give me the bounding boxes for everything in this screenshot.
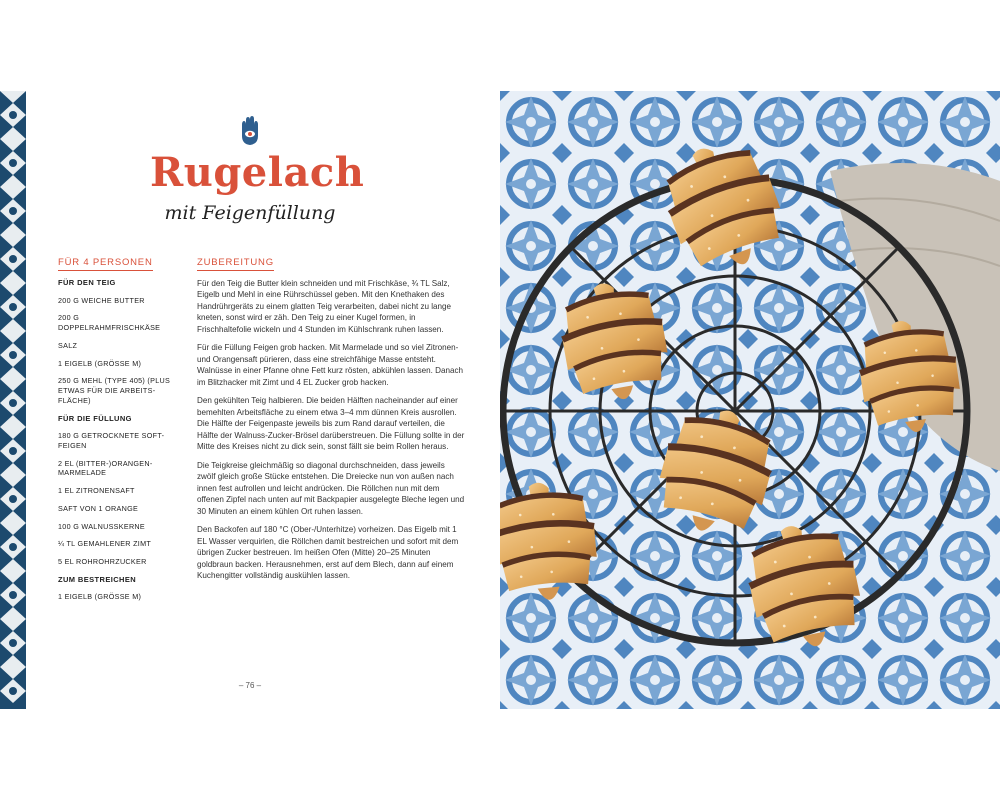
ingredient-list [58,278,178,610]
ingredient-group-label: FÜR DEN TEIG [58,278,116,287]
ingredient-item: 1 EIGELB (GRÖSSE M) [58,592,142,602]
book-spread [0,91,1000,709]
ingredient-item: 2 EL (BITTER-)ORANGEN-MARMELADE [58,458,153,478]
ingredient-item: 250 G MEHL (TYPE 405) (PLUS ETWAS FÜR DIE ARBEITS-FLÄCHE) [58,376,171,405]
ingredient-item: 1 EL ZITRONENSAFT [58,486,135,496]
ingredient-item: 100 G WALNUSSKERNE [58,521,146,531]
preparation-step: Die Teigkreise gleichmäßig so diagonal durchschneiden, dass jeweils zwölf gleich große Stücke entstehen. Die Dreiecke nun von außen nach innen fest aufrollen und leicht andrücken. Die Röllchen nun mit dem offenen Zipfel nach unten auf mit Backpapier ausgelegte Bleche legen und 30 Minuten an einem kühlen Ort ruhen lassen. [197,460,465,516]
preparation-step: Den gekühlten Teig halbieren. Die beiden Hälften nacheinander auf einer bemehlten Arbeitsfläche zu einem etwa 3–4 mm dünnen Kreis ausrollen. Die Hälfte der Feigenpaste jeweils bis zum Rand darauf verteilen, die Hälfte der Walnuss-Zucker-Brösel darüberstreuen. Die Füllung sollte in der Mitte des Kreises nicht zu dick sein, sonst fällt sie beim Rollen heraus. [197,396,465,452]
ingredient-group-label: FÜR DIE FÜLLUNG [58,413,132,423]
ingredient-item: 5 EL ROHROHRZUCKER [58,557,147,566]
preparation-steps [197,278,465,589]
right-page [500,91,1000,709]
ingredient-item: 180 G GETROCKNETE SOFT-FEIGEN [58,431,165,450]
ingredient-item: 1 EIGELB (GRÖSSE M) [58,358,142,368]
preparation-step: Für die Füllung Feigen grob hacken. Mit Marmelade und so viel Zitronen- und Orangensaft pürieren, dass eine streichfähige Masse entsteht. Walnüsse in einer Pfanne ohne Fett kurz rösten, abkühlen lassen. Danach im Blitzhacker mit Zimt und 4 EL Zucker grob hacken. [197,343,464,387]
preparation-heading: ZUBEREITUNG [197,257,274,271]
ingredient-group-label: ZUM BESTREICHEN [58,574,137,584]
recipe-title: Rugelach [150,149,365,196]
hamsa-icon [236,116,264,146]
ingredient-item: ¼ TL GEMAHLENER ZIMT [58,539,152,549]
ingredients-heading: FÜR 4 PERSONEN [58,257,153,271]
preparation-step: Den Backofen auf 180 °C (Ober-/Unterhitze) vorheizen. Das Eigelb mit 1 EL Wasser verquirlen, die Röllchen damit bestreichen und sofort mit dem übrigen Zucker bestreuen. Im heißen Ofen (Mitte) 20–25 Minuten goldbraun backen. Herausnehmen, erst auf dem Blech, dann auf einem Kuchengitter vollständig auskühlen lassen. [197,525,459,581]
ingredient-item: SALZ [58,340,78,350]
preparation-step: Für den Teig die Butter klein schneiden und mit Frischkäse, ¾ TL Salz, Eigelb und Mehl in eine Rührschüssel geben. Mit den Knethaken des Handrührgeräts zu einem glatten Teig verarbeiten, dabei nicht zu lange kneten, sonst wird er zäh. Den Teig zu einer Kugel formen, in Frischhaltefolie wickeln und 4 Stunden im Kühlschrank ruhen lassen. [197,279,452,334]
page-number: – 76 – [238,681,262,690]
ingredient-item: 200 G WEICHE BUTTER [58,295,145,305]
left-page [0,91,500,709]
recipe-subtitle: mit Feigenfüllung [164,202,336,224]
rugelach-photo [500,91,1000,709]
ingredient-item: SAFT VON 1 ORANGE [58,503,139,513]
tile-border [0,91,26,709]
ingredient-item: 200 G DOPPELRAHMFRISCHKÄSE [58,313,161,333]
